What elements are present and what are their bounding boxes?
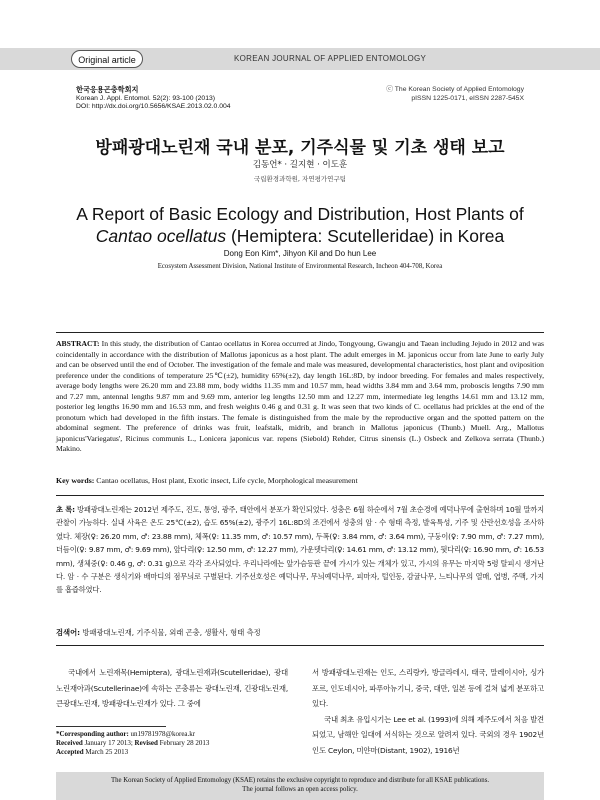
revised-date: February 28 2013 [157, 739, 210, 747]
author-label: *Corresponding author: [56, 730, 129, 738]
received-date: January 17 2013; [82, 739, 135, 747]
title-english-line2 [0, 225, 600, 247]
footnote-rule [56, 726, 166, 727]
copyright: ⓒ The Korean Society of Applied Entomology [386, 86, 524, 93]
authors-korean: 김동언* · 길지현 · 이도훈 [252, 160, 348, 170]
divider [56, 495, 544, 496]
journal-meta [76, 86, 231, 112]
korean-keywords [56, 628, 544, 638]
body-paragraph: 국내 최초 유입시기는 Lee et al. (1993)에 의해 제주도에서 처음 발견되었고, 남해안 일대에 서식하는 것으로 알려져 있다. 국외의 경우 1902년 인도 Ceylon, 미얀마(Distant, 1902), 1916년 [312, 714, 544, 755]
keywords-text: Cantao ocellatus, Host plant, Exotic insect, Life cycle, Morphological measurement [94, 476, 358, 485]
footer-line: The journal follows an open access policy. [242, 786, 358, 793]
revised-label: Revised [134, 739, 158, 747]
footer-copyright [56, 772, 544, 800]
title-english [0, 203, 600, 247]
doi-link[interactable]: DOI: http://dx.doi.org/10.5656/KSAE.2013.02.0.004 [76, 103, 231, 110]
affiliation-korean: 국립환경과학원, 자연평가연구팀 [253, 175, 347, 183]
divider [56, 645, 544, 646]
accepted-label: Accepted [56, 748, 84, 756]
title-english-rest: (Hemiptera: Scutelleridae) in Korea [226, 226, 505, 246]
abstract-label: ABSTRACT: [56, 339, 100, 348]
korean-abstract-label: 초 록: [56, 505, 75, 514]
correspondence [56, 726, 288, 757]
body-paragraph: 서 방패광대노린재는 인도, 스리랑카, 방글라데시, 태국, 말레이시아, 싱가포르, 인도네시아, 파푸아뉴기니, 중국, 대만, 일본 등에 걸쳐 넓게 분포하고 있다. [312, 668, 544, 708]
body-text-right [312, 665, 544, 758]
abstract-text: In this study, the distribution of Cantao ocellatus in Korea occurred at Jindo, Tongyoung, Gwangju and Taean including Jejudo in 2012 and was coincidentally in accordance with the distribution of Mallotus japonicus as a host plant. The adult emerges in M. japonicus occur from late June to early July and can be observed until the end of October. The investigation of the female and male was measured, developmental characteristics, host plant and oviposition preference under the conditions of temperature 25℃(±2), humidity 65%(±2), day length 16L:8D, by indoor breeding. For females and males respectively, average body lengths were 26.20 mm and 23.88 mm, body widths 11.35 mm and 10.57 mm, head widths 3.84 mm and 3.64 mm, proboscis lengths 7.90 mm and 7.27 mm, antennal lengths 9.87 mm and 9.69 mm, anterior leg lengths 12.50 mm and 12.27 mm, intermediate leg lengths 14.61 mm and 13.12 mm, posterior leg lengths 16.90 mm and 16.53 mm, and fresh weights 0.46 g and 0.31 g. It was seen that two kinds of C. ocellatus had prickles at the end of the pronotum which had developed in the fifth instars. The female is distinguished from the male by the reproductive organ and the spotted pattern on the abdominal segment. The preference of drinks was fruit, leafstalk, midrib, and branch in Mallotus japonicus (Thunb.) Muell. Arg., Mallotus japonicus'Variegatus', Ricinus communis L., Lonicera japonicus var. repens (Siebold) Rehder, Citrus sinensis (L.) Osbeck and Zelkova serrata (Thunb.) Makino. [56, 339, 544, 454]
title-species: Cantao ocellatus [95, 226, 227, 246]
footer-line: The Korean Society of Applied Entomology (KSAE) retains the exclusive copyright to reproduce and distribute for all KSAE publications. [110, 777, 490, 784]
issn: pISSN 1225-0171, eISSN 2287-545X [411, 94, 524, 102]
received-label: Received [56, 739, 83, 747]
received-revised [56, 739, 288, 748]
accepted-date: March 25 2013 [83, 748, 129, 756]
keywords-label: Key words: [56, 476, 95, 485]
body-text-left: 국내에서 노린재목(Hemiptera), 광대노린재과(Scutelleridae), 광대노린재아과(Scutellerinae)에 속하는 곤충류는 광대노린재, 긴광대노린재, 큰광대노린재, 방패광대노린재가 있다. 그 중에 [56, 668, 288, 708]
title-english-line1: A Report of Basic Ecology and Distribution, Host Plants of [76, 204, 524, 224]
accepted [56, 748, 288, 757]
copyright-meta [386, 86, 524, 103]
citation: Korean J. Appl. Entomol. 52(2): 93-100 (2013) [76, 94, 216, 102]
journal-name-ko: 한국응용곤충학회지 [76, 85, 139, 94]
keywords [56, 476, 544, 486]
author-email[interactable]: un19781978@korea.kr [128, 730, 196, 738]
divider [56, 332, 544, 333]
abstract [56, 339, 544, 455]
corresponding-author [56, 730, 288, 739]
korean-keywords-label: 검색어: [56, 628, 81, 637]
authors-english: Dong Eon Kim*, Jihyon Kil and Do hun Lee [223, 249, 377, 258]
affiliation-english: Ecosystem Assessment Division, National Institute of Environmental Research, Incheon 404-708, Korea [157, 263, 443, 270]
journal-name-header: KOREAN JOURNAL OF APPLIED ENTOMOLOGY [234, 54, 427, 63]
korean-abstract [56, 503, 544, 597]
title-korean: 방패광대노린재 국내 분포, 기주식물 및 기초 생태 보고 [95, 138, 505, 158]
korean-abstract-text: 방패광대노린재는 2012년 제주도, 진도, 통영, 광주, 태안에서 분포가 확인되었다. 성충은 6월 하순에서 7월 초순경에 예덕나무에 출현하며 10월 말까지 관찰이 가능하다. 실내 사육은 온도 25℃(±2), 습도 65%(±2), 광주기 16L:8D의 조건에서 성충의 암 · 수 형태 측정, 발육특성, 기주 및 산란선호성을 조사하였다. 체장(♀: 26.20 mm, ♂: 23.88 mm), 체폭(♀: 11.35 mm, ♂: 10.57 mm), 두폭(♀: 3.84 mm, ♂: 3.64 mm), 구둥이(♀: 7.90 mm, ♂: 7.27 mm), 더듬이(♀: 9.87 mm, ♂: 9.69 mm), 앞다리(♀: 12.50 mm, ♂: 12.27 mm), 가운뎃다리(♀: 14.61 mm, ♂: 13.12 mm), 뒷다리(♀: 16.90 mm, ♂: 16.53 mm), 생체중(♀: 0.46 g, ♂: 0.31 g)으로 각각 조사되었다. 우리나라에는 앞가슴등판 끝에 가시가 있는 개체가 있고, 가시의 유무는 마지막 5령 탈피시 생겨난다. 암 · 수 구분은 생식기와 배마디의 점무늬로 구별된다. 기주선호성은 예덕나무, 무늬예덕나무, 피마자, 털인동, 감귤나무, 느티나무의 열매, 엽병, 주맥, 가지를 흡즙하였다. [56, 505, 544, 595]
article-type-badge: Original article [71, 50, 143, 68]
korean-keywords-text: 방패광대노린재, 기주식물, 외래 곤충, 생활사, 형태 측정 [80, 628, 261, 637]
